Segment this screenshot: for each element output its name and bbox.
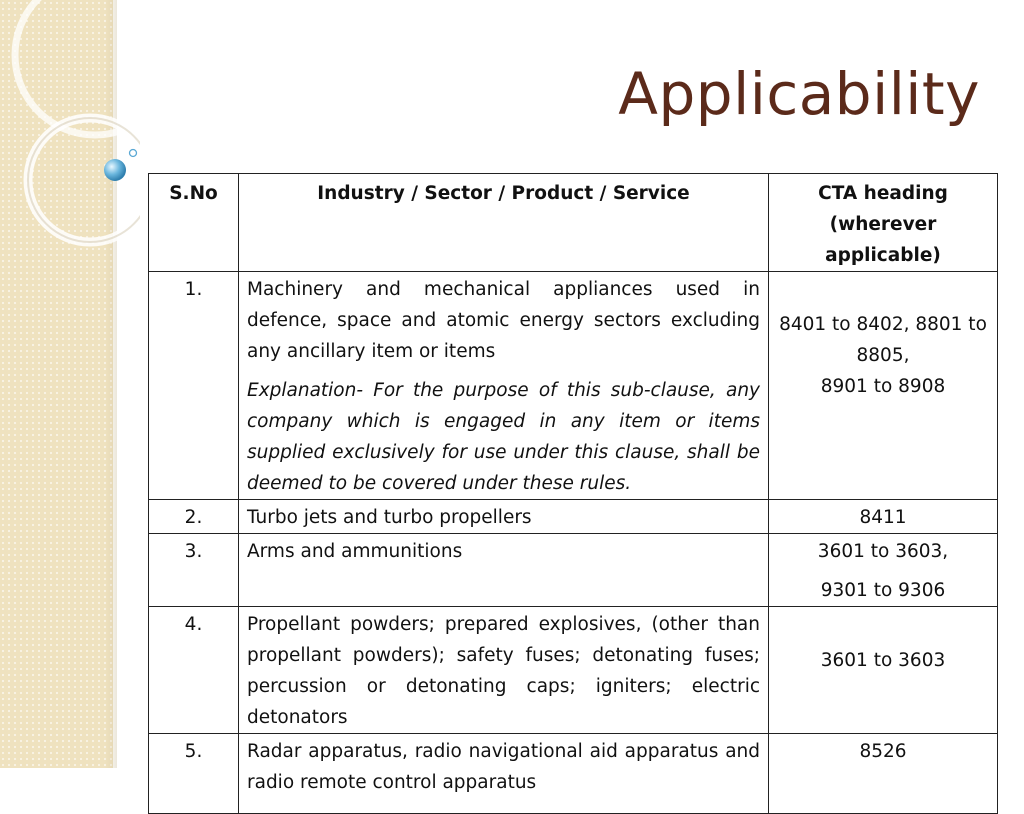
row-cta [769, 500, 998, 534]
header-sno: S.No [149, 174, 239, 272]
applicability-table [148, 173, 998, 814]
row-sno: 4. [149, 607, 239, 734]
cta-line: 8526 [859, 741, 907, 762]
table-row [149, 500, 998, 534]
cta-line: 8401 to 8402, 8801 to [779, 314, 987, 335]
cta-line: 9301 to 9306 [820, 580, 946, 601]
table-header-row [149, 174, 998, 272]
table-row [149, 534, 998, 607]
header-cta [769, 174, 998, 272]
table-row [149, 607, 998, 734]
row-cta [769, 534, 998, 607]
row-description: Propellant powders; prepared explosives, (other than propellant powders); safety fuses; detonating fuses; percussion or detonating caps; igniters; electric detonators [239, 607, 769, 734]
cta-line: 3601 to 3603 [820, 650, 946, 671]
row-sno: 2. [149, 500, 239, 534]
row-description: Radar apparatus, radio navigational aid apparatus and radio remote control apparatus [239, 734, 769, 814]
header-cta-line: (wherever [829, 214, 937, 235]
row-description: Turbo jets and turbo propellers [239, 500, 769, 534]
cta-line: 3601 to 3603, [817, 541, 949, 562]
row-cta [769, 272, 998, 500]
header-cta-line: CTA heading [818, 183, 948, 204]
cta-line: 8901 to 8908 [820, 376, 946, 397]
slide-title: Applicability [618, 60, 980, 128]
row-description-text: Machinery and mechanical appliances used in defence, space and atomic energy sectors excluding any ancillary item or items [247, 279, 760, 362]
row-description [239, 272, 769, 500]
table-row [149, 734, 998, 814]
row-sno: 3. [149, 534, 239, 607]
decorative-circles [0, 0, 140, 260]
row-sno: 5. [149, 734, 239, 814]
row-cta [769, 607, 998, 734]
cta-line: 8411 [859, 507, 907, 528]
row-cta [769, 734, 998, 814]
header-industry: Industry / Sector / Product / Service [239, 174, 769, 272]
row-sno: 1. [149, 272, 239, 500]
row-description: Arms and ammunitions [239, 534, 769, 607]
row-explanation: Explanation- For the purpose of this sub-clause, any company which is engaged in any item or items supplied exclusively for use under this clause, shall be deemed to be covered under these rules. [247, 380, 760, 494]
table-row [149, 272, 998, 500]
cta-line: 8805, [856, 345, 910, 366]
header-cta-line: applicable) [825, 245, 941, 266]
